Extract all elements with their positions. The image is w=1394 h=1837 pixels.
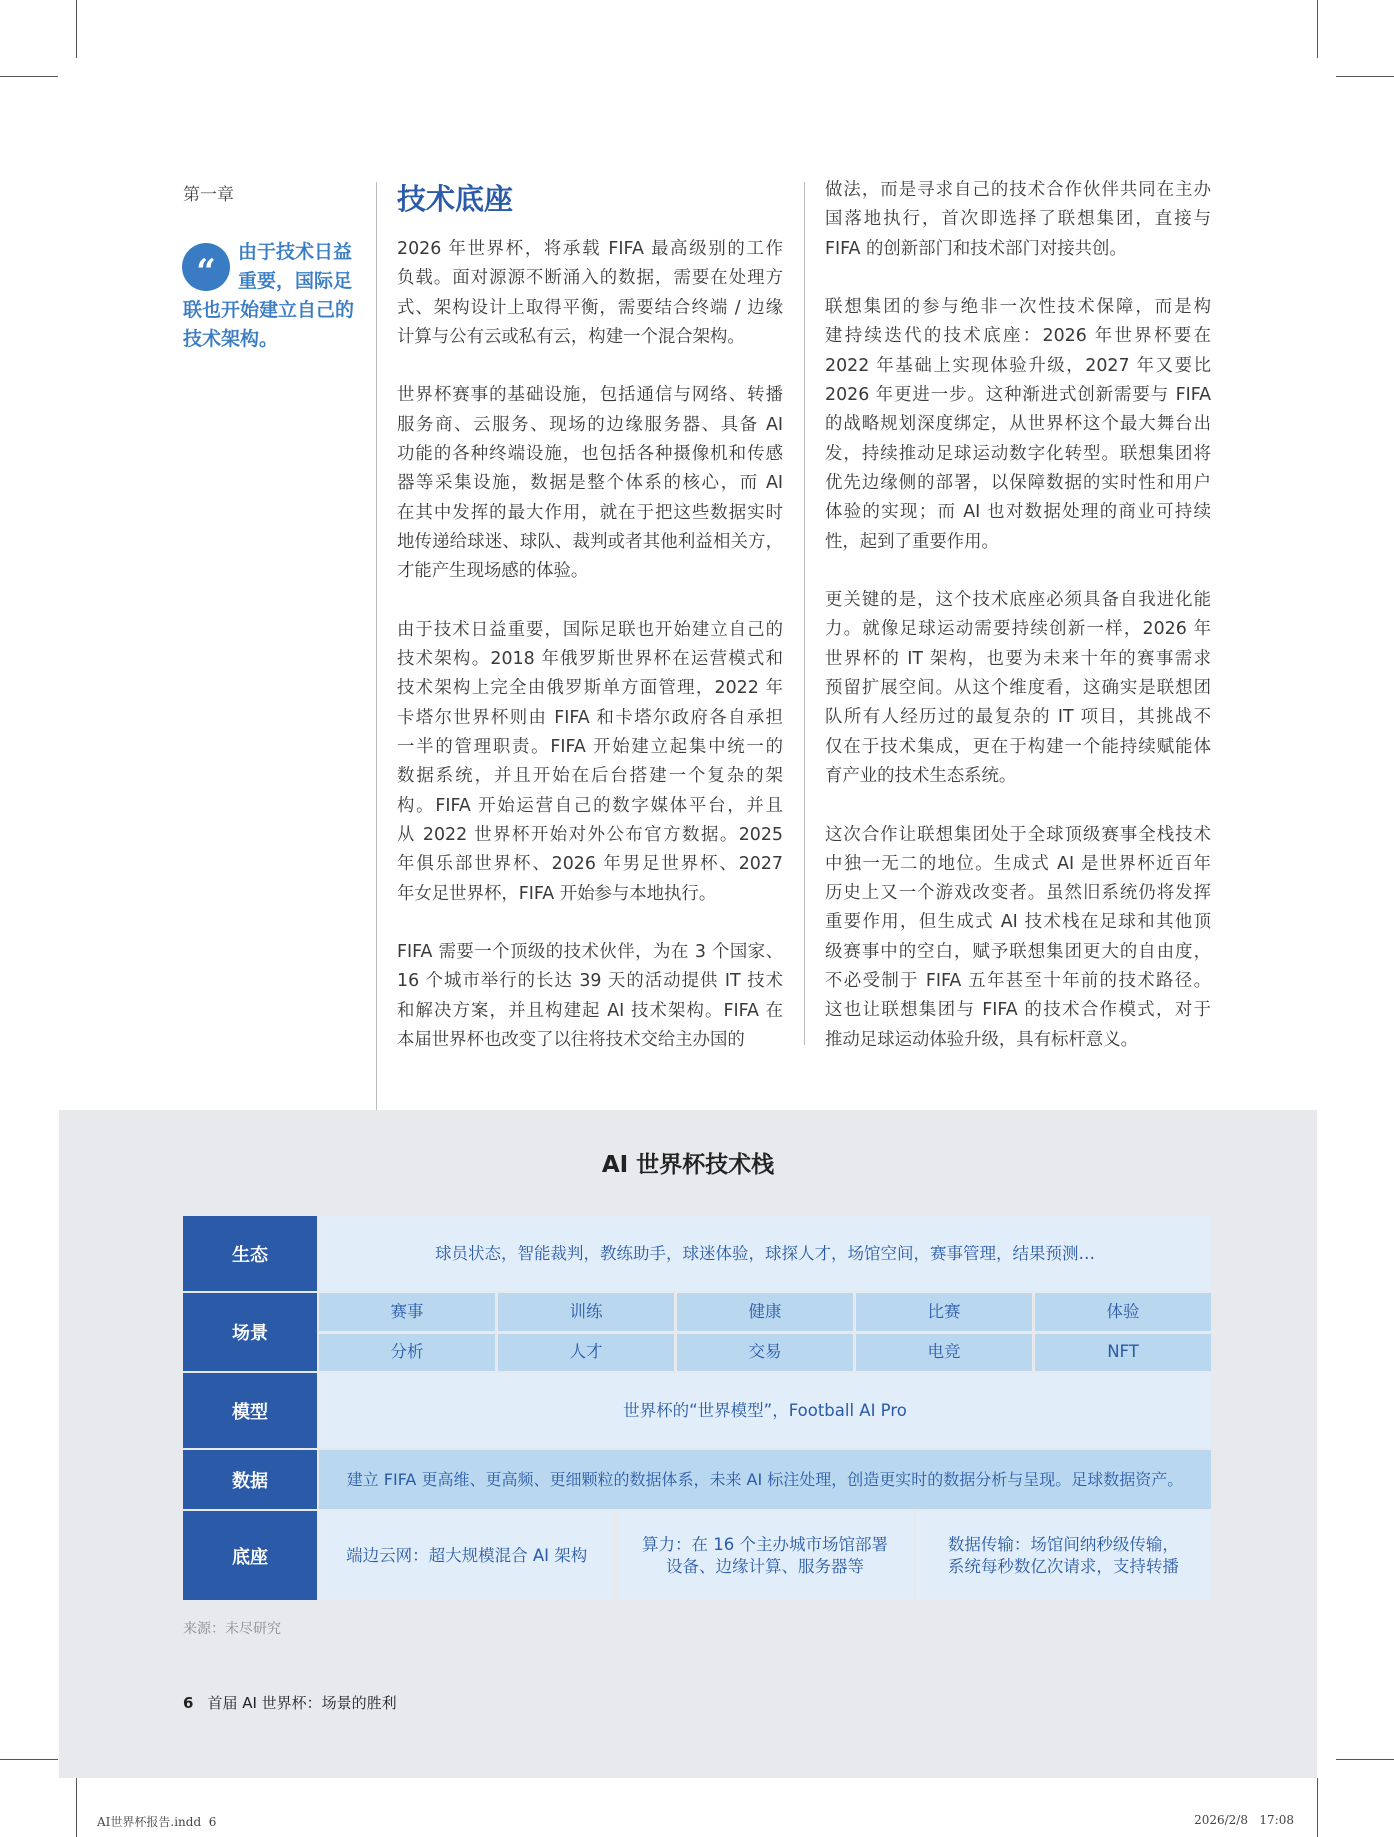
paragraph (825, 293, 1211, 557)
row-data (183, 1450, 1211, 1509)
text-line: 才能产生现场感的体验。 (397, 561, 589, 582)
crop-mark (76, 0, 77, 58)
source-note: 来源：未尽研究 (183, 1621, 281, 1637)
text-line: 在其中发挥的最大作用，就在于把这些数据实时 (397, 502, 783, 523)
body-column-1 (397, 235, 783, 1085)
text-line: 的战略规划深度绑定，从世界杯这个最大舞台出 (825, 414, 1211, 435)
paragraph (397, 235, 783, 352)
page-number: 6 (183, 1694, 194, 1712)
pull-quote-line: 由于技术日益 (238, 241, 353, 263)
crop-mark (1317, 0, 1318, 58)
text-line: 卡塔尔世界杯则由 FIFA 和卡塔尔政府各自承担 (397, 707, 783, 728)
text-line: 2026 年更进一步。这种渐进式创新需要与 FIFA (825, 385, 1211, 406)
text-line: 2022 年基础上实现体验升级，2027 年又要比 (825, 355, 1211, 376)
crop-mark (1317, 1778, 1318, 1837)
stack-cell: 电竞 (856, 1334, 1032, 1372)
text-line: 由于技术日益重要，国际足联也开始建立自己的 (397, 619, 783, 640)
text-line: 做法，而是寻求自己的技术合作伙伴共同在主办 (825, 180, 1211, 200)
stack-cell: 赛事 (319, 1293, 495, 1331)
paragraph (397, 616, 783, 909)
chapter-label: 第一章 (183, 185, 234, 205)
text-line: 式、架构设计上取得平衡，需要结合终端 / 边缘 (397, 297, 783, 318)
text-line: 服务商、云服务、现场的边缘服务器、具备 AI (397, 414, 783, 435)
text-line: FIFA 的创新部门和技术部门对接共创。 (825, 238, 1127, 259)
text-line: 中独一无二的地位。生成式 AI 是世界杯近百年 (825, 853, 1211, 874)
pull-quote (183, 238, 358, 354)
column-divider (804, 182, 805, 1045)
row-ecology (183, 1216, 1211, 1291)
text-line: 计算与公有云或私有云，构建一个混合架构。 (397, 326, 745, 347)
text-line: 发，持续推动足球运动数字化转型。联想集团将 (825, 443, 1211, 464)
text-line: 性，起到了重要作用。 (825, 531, 999, 552)
paragraph (825, 586, 1211, 791)
text-line: 年俱乐部世界杯、2026 年男足世界杯、2027 (397, 854, 783, 875)
body-column-2 (825, 176, 1211, 1084)
print-datetime: 2026/2/8 17:08 (1194, 1813, 1294, 1827)
text-line: 和解决方案，并且构建起 AI 技术架构。FIFA 在 (397, 1000, 783, 1021)
crop-mark (0, 76, 58, 77)
stack-cell: 体验 (1035, 1293, 1211, 1331)
text-line: 更关键的是，这个技术底座必须具备自我进化能 (825, 590, 1211, 611)
pull-quote-line: 技术架构。 (183, 328, 279, 350)
text-line: 技术架构。2018 年俄罗斯世界杯在运营模式和 (397, 649, 783, 670)
stack-cell: 训练 (498, 1293, 674, 1331)
text-line: 地传递给球迷、球队、裁判或者其他利益相关方， (397, 531, 783, 552)
text-line: 2026 年世界杯，将承载 FIFA 最高级别的工作 (397, 239, 783, 259)
page-footer (183, 1692, 397, 1713)
paragraph (825, 821, 1211, 1055)
text-line: 推动足球运动体验升级，具有标杆意义。 (825, 1029, 1139, 1050)
row-scenes (183, 1293, 1211, 1371)
column-divider (376, 182, 377, 1110)
running-title: 首届 AI 世界杯：场景的胜利 (207, 1694, 397, 1712)
row-label: 场景 (183, 1293, 317, 1371)
text-line: 世界杯赛事的基础设施，包括通信与网络、转播 (397, 385, 783, 406)
paragraph (397, 938, 783, 1055)
stack-cell: 人才 (498, 1334, 674, 1372)
text-line: 一半的管理职责。FIFA 开始建立起集中统一的 (397, 737, 783, 758)
data-cell: 建立 FIFA 更高维、更高频、更细颗粒的数据体系，未来 AI 标注处理，创造更实时的数据分析与呈现。足球数据资产。 (319, 1450, 1211, 1509)
text-line: 级赛事中的空白，赋予联想集团更大的自由度， (825, 941, 1211, 962)
text-line: 优先边缘侧的部署，以保障数据的实时性和用户 (825, 472, 1211, 493)
stack-title: AI 世界杯技术栈 (601, 1152, 775, 1178)
stack-cell: 算力：在 16 个主办城市场馆部署 设备、边缘计算、服务器等 (617, 1511, 912, 1600)
text-line: 仅在于技术集成，更在于构建一个能持续赋能体 (825, 736, 1211, 757)
text-line: 育产业的技术生态系统。 (825, 765, 1017, 786)
text-line: 技术架构上完全由俄罗斯单方面管理，2022 年 (397, 678, 783, 699)
text-line: 从 2022 世界杯开始对外公布官方数据。2025 (397, 824, 783, 845)
paragraph (397, 381, 783, 586)
quote-icon: “ (182, 243, 230, 291)
text-line: 数据系统，并且开始在后台搭建一个复杂的架 (397, 766, 783, 787)
text-line: 队所有人经历过的最复杂的 IT 项目，其挑战不 (825, 707, 1211, 728)
text-line: 预留扩展空间。从这个维度看，这确实是联想团 (825, 678, 1211, 699)
text-line: 这次合作让联想集团处于全球顶级赛事全栈技术 (825, 824, 1211, 845)
section-title: 技术底座 (397, 182, 514, 216)
row-base (183, 1511, 1211, 1600)
text-line: 联想集团的参与绝非一次性技术保障，而是构 (825, 297, 1211, 318)
text-line: 体验的实现；而 AI 也对数据处理的商业可持续 (825, 502, 1211, 523)
text-line: 本届世界杯也改变了以往将技术交给主办国的 (397, 1030, 745, 1051)
crop-mark (1336, 76, 1394, 77)
text-line: 负载。面对源源不断涌入的数据，需要在处理方 (397, 268, 783, 289)
file-slug: AI世界杯报告.indd 6 (97, 1815, 217, 1829)
stack-cell: 分析 (319, 1334, 495, 1372)
model-cell: 世界杯的“世界模型”，Football AI Pro (319, 1373, 1211, 1448)
text-line: 不必受制于 FIFA 五年甚至十年前的技术路径。 (825, 971, 1211, 992)
text-line: 器等采集设施，数据是整个体系的核心，而 AI (397, 473, 783, 494)
text-line: 功能的各种终端设施，也包括各种摄像机和传感 (397, 444, 783, 465)
row-label: 数据 (183, 1450, 317, 1509)
pull-quote-line: 联也开始建立自己的 (183, 299, 355, 321)
paragraph (825, 176, 1211, 264)
text-line: 年女足世界杯，FIFA 开始参与本地执行。 (397, 883, 717, 904)
ecology-cell: 球员状态，智能裁判，教练助手，球迷体验，球探人才，场馆空间，赛事管理，结果预测… (319, 1216, 1211, 1291)
text-line: 重要作用，但生成式 AI 技术栈在足球和其他顶 (825, 912, 1211, 933)
stack-cell: 健康 (677, 1293, 853, 1331)
stack-cell: NFT (1035, 1334, 1211, 1372)
text-line: 构。FIFA 开始运营自己的数字媒体平台，并且 (397, 795, 783, 816)
stack-cell: 端边云网：超大规模混合 AI 架构 (319, 1511, 614, 1600)
pull-quote-line: 重要，国际足 (238, 270, 353, 292)
stack-cell: 比赛 (856, 1293, 1032, 1331)
row-model (183, 1373, 1211, 1448)
text-line: 世界杯的 IT 架构，也要为未来十年的赛事需求 (825, 648, 1211, 669)
text-line: 建持续迭代的技术底座：2026 年世界杯要在 (825, 326, 1211, 347)
stack-cell: 交易 (677, 1334, 853, 1372)
row-label: 模型 (183, 1373, 317, 1448)
stack-cell: 数据传输：场馆间纳秒级传输， 系统每秒数亿次请求，支持转播 (916, 1511, 1211, 1600)
text-line: 力。就像足球运动需要持续创新一样，2026 年 (825, 619, 1211, 640)
row-label: 底座 (183, 1511, 317, 1600)
row-label: 生态 (183, 1216, 317, 1291)
text-line: 国落地执行，首次即选择了联想集团，直接与 (825, 209, 1211, 230)
crop-mark (76, 1778, 77, 1837)
text-line: 这也让联想集团与 FIFA 的技术合作模式，对于 (825, 1000, 1211, 1021)
crop-mark (0, 1759, 58, 1760)
text-line: FIFA 需要一个顶级的技术伙伴，为在 3 个国家、 (397, 942, 783, 963)
text-line: 16 个城市举行的长达 39 天的活动提供 IT 技术 (397, 971, 783, 992)
text-line: 历史上又一个游戏改变者。虽然旧系统仍将发挥 (825, 883, 1211, 904)
crop-mark (1336, 1759, 1394, 1760)
